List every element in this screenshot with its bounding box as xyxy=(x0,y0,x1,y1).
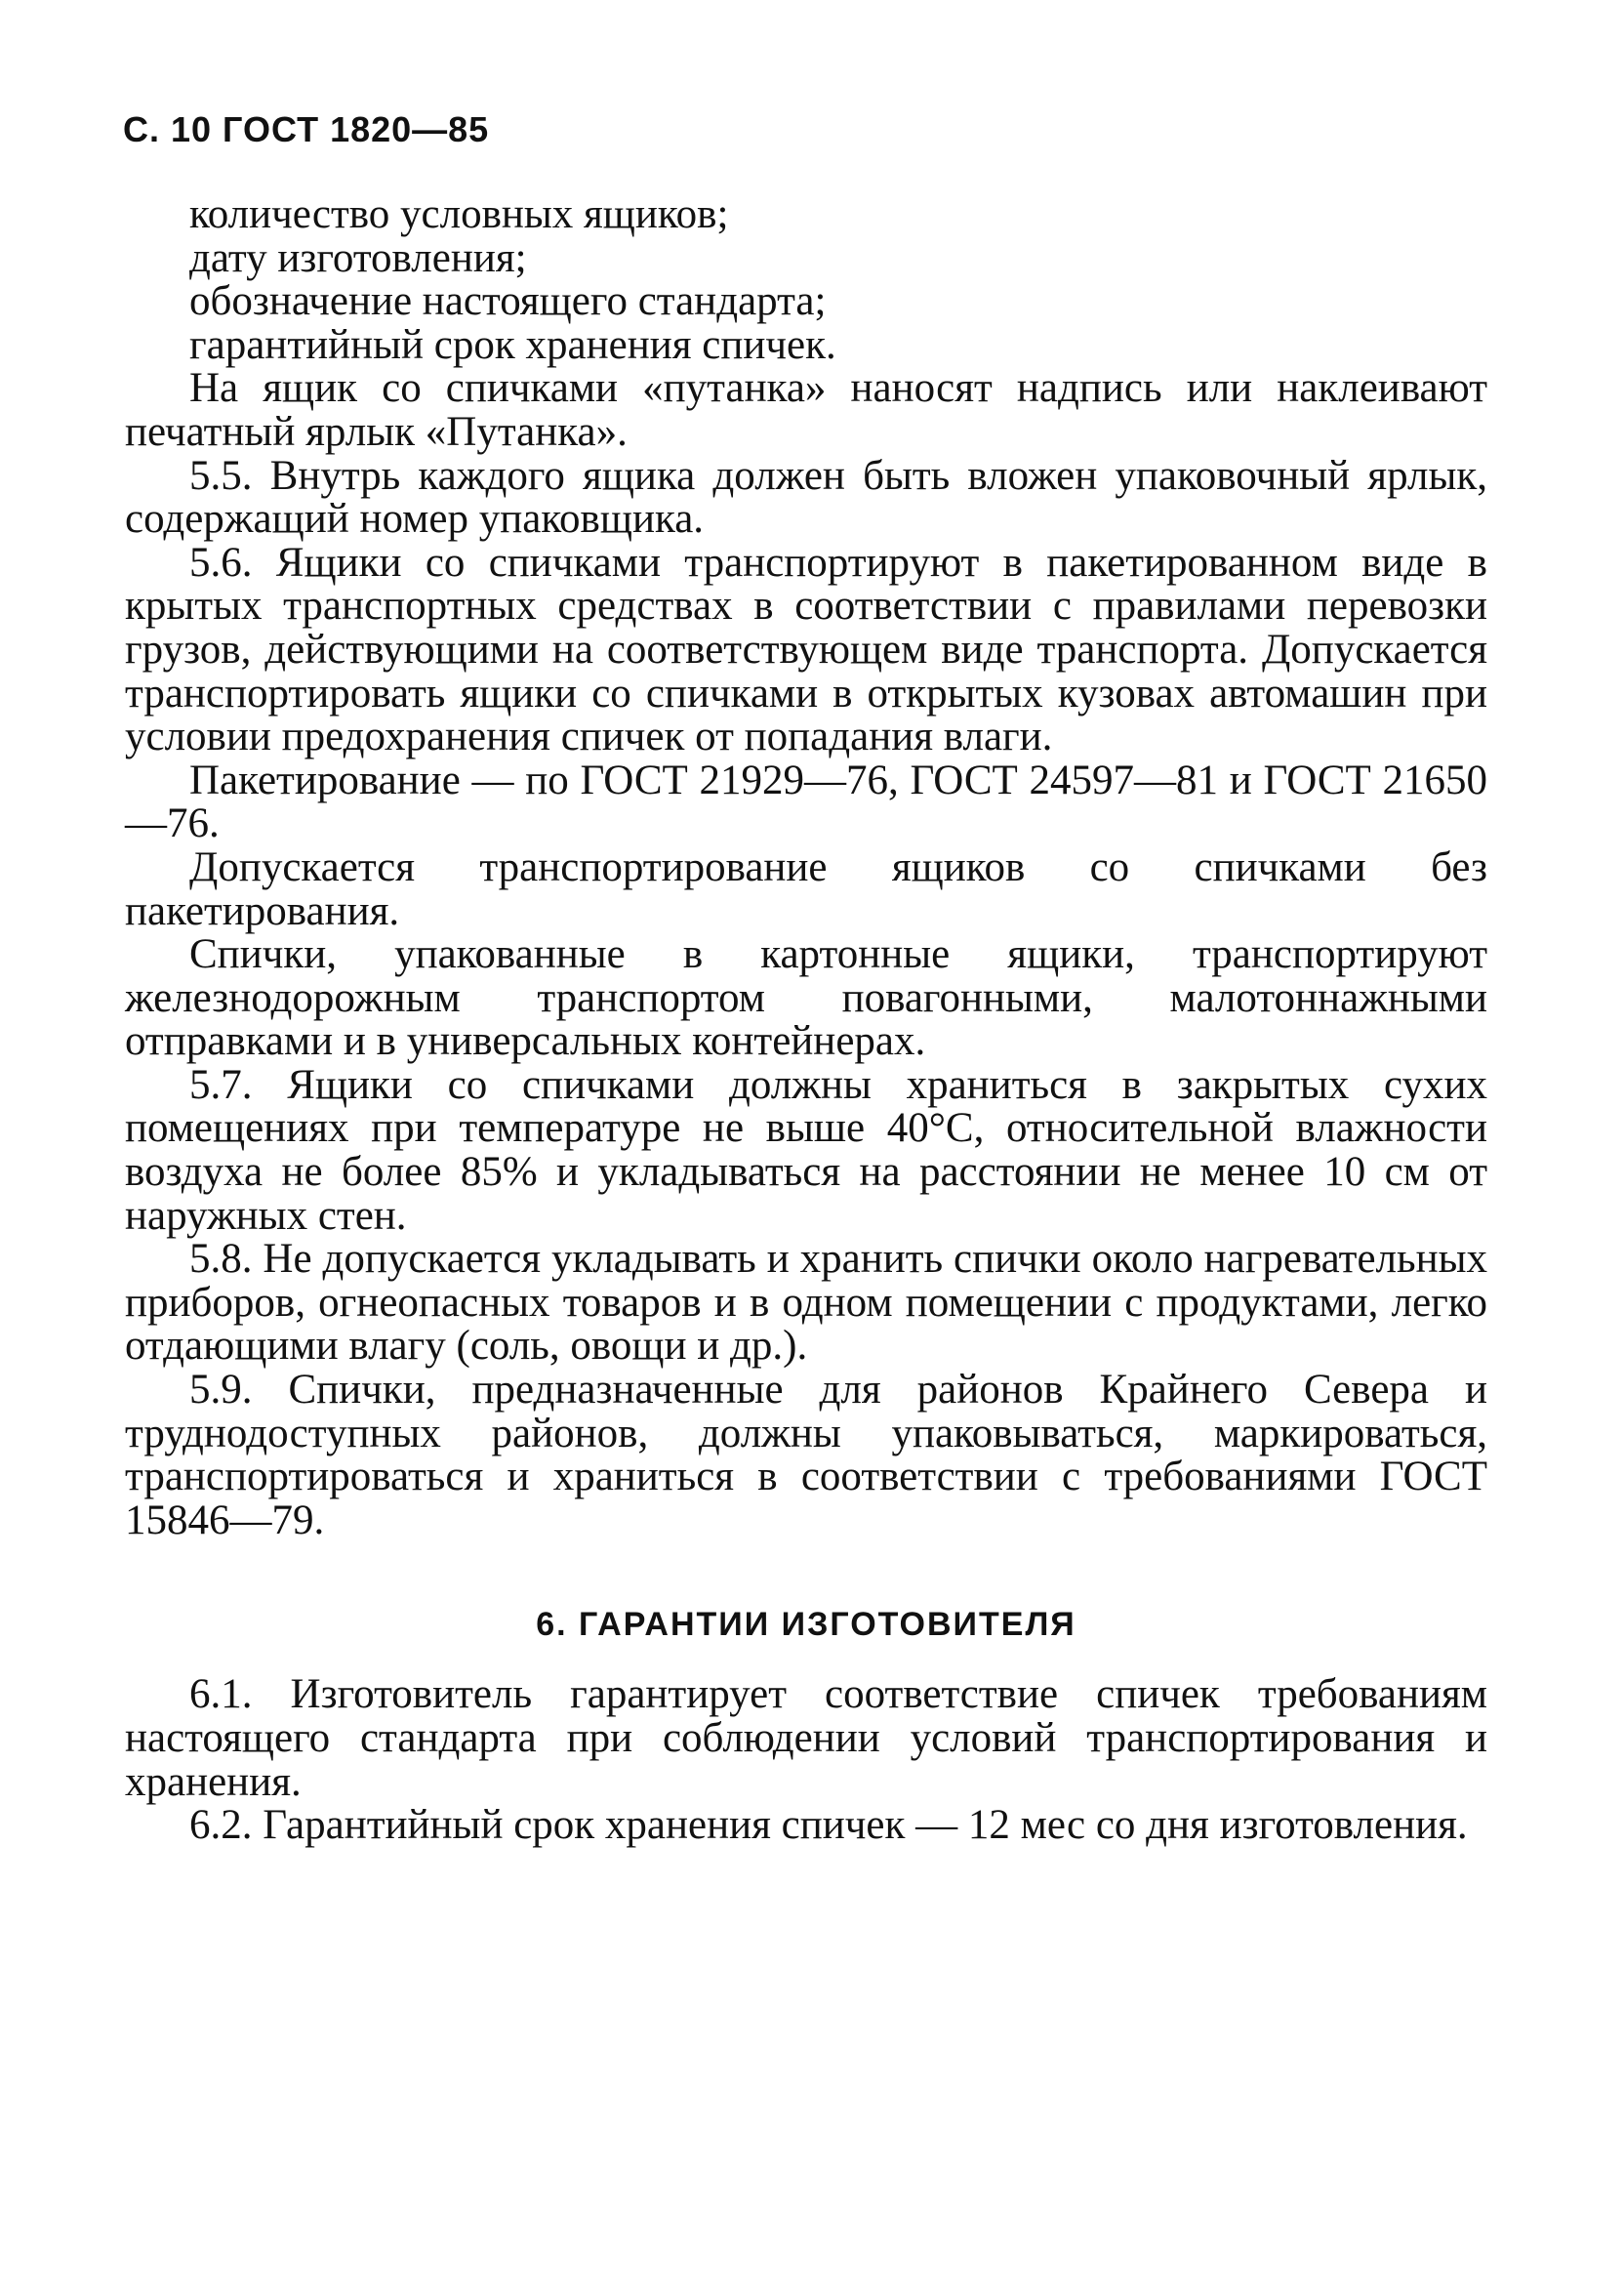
paragraph: На ящик со спичками «путанка» наносят надпись или наклеивают печатный ярлык «Путанка». xyxy=(125,365,1487,455)
paragraph-6-1: 6.1. Изготовитель гарантирует соответствие спичек требованиям настоящего стандарта при соблюдении условий транспортирования и хранения. xyxy=(125,1671,1487,1805)
page-header: С. 10 ГОСТ 1820—85 xyxy=(123,109,490,149)
section-title: 6. ГАРАНТИИ ИЗГОТОВИТЕЛЯ xyxy=(536,1606,1076,1644)
paragraph-6-2: 6.2. Гарантийный срок хранения спичек — 12 мес со дня изготовления. xyxy=(189,1802,1468,1849)
paragraph: Пакетирование — по ГОСТ 21929—76, ГОСТ 24597—81 и ГОСТ 21650—76. xyxy=(125,757,1487,847)
paragraph-5-6: 5.6. Ящики со спичками транспортируют в пакетированном виде в крытых транспортных средствах в соответствии с правилами перевозки грузов, действующими на соответствующем виде транспорта. Допускается транспортировать ящики со спичками в открытых кузовах автомашин при условии предохранения спичек от попадания влаги. xyxy=(125,539,1487,760)
paragraph: Допускается транспортирование ящиков со спичками без пакетирования. xyxy=(125,843,1487,934)
paragraph-5-8: 5.8. Не допускается укладывать и хранить спички около нагревательных приборов, огнеопасных товаров и в одном помещении с продуктами, легко отдающими влагу (соль, овощи и др.). xyxy=(125,1236,1487,1370)
document-body xyxy=(125,193,1487,1848)
paragraph-5-5: 5.5. Внутрь каждого ящика должен быть вложен упаковочный ярлык, содержащий номер упаковщика. xyxy=(125,452,1487,543)
list-item: обозначение настоящего стандарта; xyxy=(189,278,827,325)
paragraph-5-9: 5.9. Спички, предназначенные для районов Крайнего Севера и труднодоступных районов, должны упаковываться, маркироваться, транспортироваться и храниться в соответствии с требованиями ГОСТ 15846—79. xyxy=(125,1367,1487,1543)
list-item: количество условных ящиков; xyxy=(189,191,729,237)
paragraph-5-7: 5.7. Ящики со спичками должны храниться в закрытых сухих помещениях при температуре не выше 40°С, относительной влажности воздуха не более 85% и укладываться на расстоянии не менее 10 см от наружных стен. xyxy=(125,1061,1487,1239)
paragraph: Спички, упакованные в картонные ящики, транспортируют железнодорожным транспортом повагонными, малотоннажными отправками и в универсальных контейнерах. xyxy=(125,931,1487,1065)
list-item: дату изготовления; xyxy=(189,234,527,281)
list-item: гарантийный срок хранения спичек. xyxy=(189,321,836,368)
